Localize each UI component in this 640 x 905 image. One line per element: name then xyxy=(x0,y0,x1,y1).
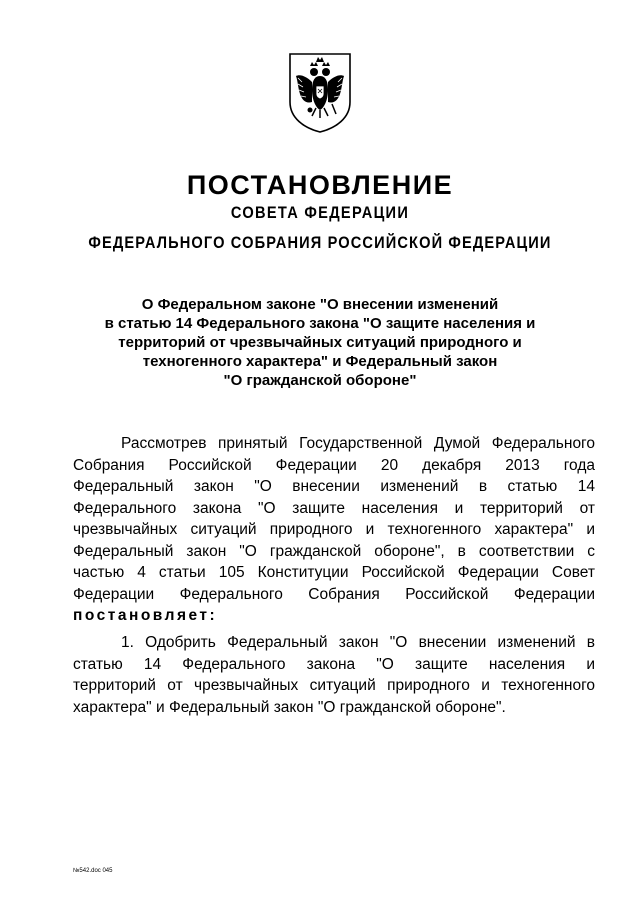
issuer-line: СОВЕТА ФЕДЕРАЦИИ xyxy=(230,203,410,222)
subject-line: "О гражданской обороне" xyxy=(223,372,417,389)
subject-line: О Федеральном законе "О внесении изменений xyxy=(141,296,499,313)
body-line: 1. Одобрить Федеральный закон "О внесении изменений в xyxy=(121,634,595,651)
body-line: Рассмотрев принятый Государственной Думой Федерального xyxy=(121,435,595,452)
body-line: Федеральный закон "О внесении изменений в статью 14 xyxy=(73,478,595,495)
coat-of-arms-emblem xyxy=(288,52,352,134)
preamble-paragraph xyxy=(73,433,595,627)
document-code: №542.doc 045 xyxy=(73,868,113,874)
subject-line: в статью 14 Федерального закона "О защите населения и xyxy=(104,315,536,332)
document-title: ПОСТАНОВЛЕНИЕ xyxy=(186,170,454,200)
body-line: чрезвычайных ситуаций природного и техногенного характера" и xyxy=(73,521,595,538)
resolution-subject xyxy=(60,295,580,390)
body-line: частью 4 статьи 105 Конституции Российской Федерации Совет xyxy=(73,564,595,581)
body-line: характера" и Федеральный закон "О гражданской обороне". xyxy=(73,698,506,716)
resolves-word: постановляет: xyxy=(73,607,218,624)
body-line: Федеральный закон "О гражданской обороне", в соответствии с xyxy=(73,542,595,560)
body-line: Федерального закона "О защите населения и территорий от xyxy=(73,499,595,517)
subject-line: техногенного характера" и Федеральный закон xyxy=(142,353,498,370)
body-line: Собрания Российской Федерации 20 декабря 2013 года xyxy=(73,456,595,474)
body-line: территорий от чрезвычайных ситуаций природного и техногенного xyxy=(73,677,595,694)
subject-line: территорий от чрезвычайных ситуаций природного и xyxy=(118,334,522,351)
body-line: статью 14 Федерального закона "О защите населения и xyxy=(73,655,595,673)
body-line: Федерации Федерального Собрания Российской Федерации xyxy=(73,585,595,603)
issuer-line-full: ФЕДЕРАЛЬНОГО СОБРАНИЯ РОССИЙСКОЙ ФЕДЕРАЦИИ xyxy=(88,233,552,252)
resolution-item-1 xyxy=(73,632,595,718)
